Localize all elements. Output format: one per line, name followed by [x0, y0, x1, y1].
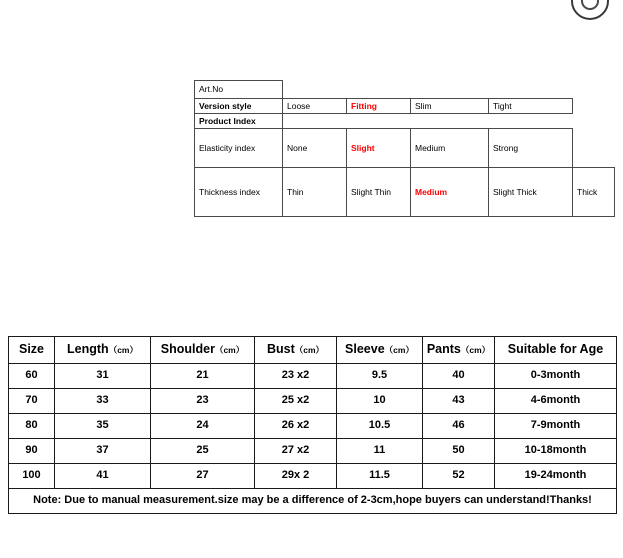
cell-shoulder: 25 — [151, 438, 255, 463]
cell-pants: 52 — [423, 463, 495, 488]
size-chart — [8, 336, 616, 514]
spacer-cell — [573, 81, 615, 99]
thickness-medium: Medium — [411, 168, 489, 217]
version-style-row — [195, 99, 615, 114]
spacer-cell — [347, 114, 411, 129]
thickness-thin: Thin — [283, 168, 347, 217]
elasticity-label: Elasticity index — [195, 129, 283, 168]
thickness-slight-thin: Slight Thin — [347, 168, 411, 217]
elasticity-row — [195, 129, 615, 168]
header-sleeve-label: Sleeve — [345, 342, 385, 356]
cell-sleeve: 11.5 — [337, 463, 423, 488]
circle-badge-inner — [581, 0, 599, 10]
cell-shoulder: 24 — [151, 413, 255, 438]
spacer-cell — [489, 114, 573, 129]
header-pants — [423, 337, 495, 364]
product-index-row — [195, 114, 615, 129]
cell-bust: 29x 2 — [255, 463, 337, 488]
thickness-slight-thick: Slight Thick — [489, 168, 573, 217]
cell-size: 100 — [9, 463, 55, 488]
header-bust-unit: （cm） — [294, 345, 325, 355]
index-table — [194, 80, 615, 217]
elasticity-slight: Slight — [347, 129, 411, 168]
thickness-row — [195, 168, 615, 217]
spacer-cell — [283, 81, 347, 99]
cell-length: 41 — [55, 463, 151, 488]
version-style-tight: Tight — [489, 99, 573, 114]
art-no-label: Art.No — [195, 81, 283, 99]
cell-bust: 25 x2 — [255, 388, 337, 413]
cell-shoulder: 27 — [151, 463, 255, 488]
table-row — [9, 413, 617, 438]
cell-age: 10-18month — [495, 438, 617, 463]
cell-shoulder: 21 — [151, 363, 255, 388]
cell-pants: 40 — [423, 363, 495, 388]
size-note-row — [9, 488, 617, 513]
elasticity-medium: Medium — [411, 129, 489, 168]
cell-length: 35 — [55, 413, 151, 438]
cell-sleeve: 9.5 — [337, 363, 423, 388]
spacer-cell — [411, 81, 489, 99]
cell-length: 37 — [55, 438, 151, 463]
cell-age: 19-24month — [495, 463, 617, 488]
version-style-loose: Loose — [283, 99, 347, 114]
header-sleeve-unit: （cm） — [384, 345, 414, 355]
cell-size: 60 — [9, 363, 55, 388]
spacer-cell — [573, 99, 615, 114]
header-bust-label: Bust — [266, 342, 295, 356]
table-row — [9, 388, 617, 413]
cell-bust: 27 x2 — [255, 438, 337, 463]
table-row — [9, 438, 617, 463]
version-style-label: Version style — [195, 99, 283, 114]
cell-age: 0-3month — [495, 363, 617, 388]
header-suitable-age — [495, 337, 617, 364]
size-note: Note: Due to manual measurement.size may be a difference of 2-3cm,hope buyers can understand!Thanks! — [9, 488, 617, 513]
cell-age: 7-9month — [495, 413, 617, 438]
table-row — [9, 463, 617, 488]
art-no-row — [195, 81, 615, 99]
spacer-cell — [411, 114, 489, 129]
header-suitable-age-label: Suitable for Age — [507, 342, 604, 356]
cell-bust: 23 x2 — [255, 363, 337, 388]
size-table-header-row — [9, 337, 617, 364]
header-shoulder — [151, 337, 255, 364]
header-length-label: Length — [67, 342, 109, 356]
cell-sleeve: 10.5 — [337, 413, 423, 438]
header-pants-unit: （cm） — [460, 345, 491, 355]
size-table — [8, 336, 617, 514]
cell-bust: 26 x2 — [255, 413, 337, 438]
cell-size: 70 — [9, 388, 55, 413]
circle-badge — [571, 0, 609, 20]
cell-size: 80 — [9, 413, 55, 438]
cell-pants: 50 — [423, 438, 495, 463]
spacer-cell — [489, 81, 573, 99]
header-pants-label: Pants — [426, 342, 461, 356]
header-length — [55, 337, 151, 364]
cell-pants: 43 — [423, 388, 495, 413]
header-size-label: Size — [18, 342, 44, 356]
table-row — [9, 363, 617, 388]
header-shoulder-label: Shoulder — [160, 342, 215, 356]
spacer-cell — [573, 114, 615, 129]
header-size — [9, 337, 55, 364]
header-sleeve — [337, 337, 423, 364]
header-length-unit: （cm） — [108, 345, 138, 355]
cell-sleeve: 11 — [337, 438, 423, 463]
header-bust — [255, 337, 337, 364]
cell-sleeve: 10 — [337, 388, 423, 413]
product-index-table — [194, 80, 615, 217]
cell-shoulder: 23 — [151, 388, 255, 413]
cell-age: 4-6month — [495, 388, 617, 413]
thickness-label: Thickness index — [195, 168, 283, 217]
elasticity-none: None — [283, 129, 347, 168]
cell-length: 33 — [55, 388, 151, 413]
thickness-thick: Thick — [573, 168, 615, 217]
spacer-cell — [283, 114, 347, 129]
cell-pants: 46 — [423, 413, 495, 438]
version-style-fitting: Fitting — [347, 99, 411, 114]
elasticity-strong: Strong — [489, 129, 573, 168]
cell-size: 90 — [9, 438, 55, 463]
cell-length: 31 — [55, 363, 151, 388]
spacer-cell — [573, 129, 615, 168]
product-index-label: Product Index — [195, 114, 283, 129]
version-style-slim: Slim — [411, 99, 489, 114]
header-shoulder-unit: （cm） — [214, 345, 245, 355]
spacer-cell — [347, 81, 411, 99]
